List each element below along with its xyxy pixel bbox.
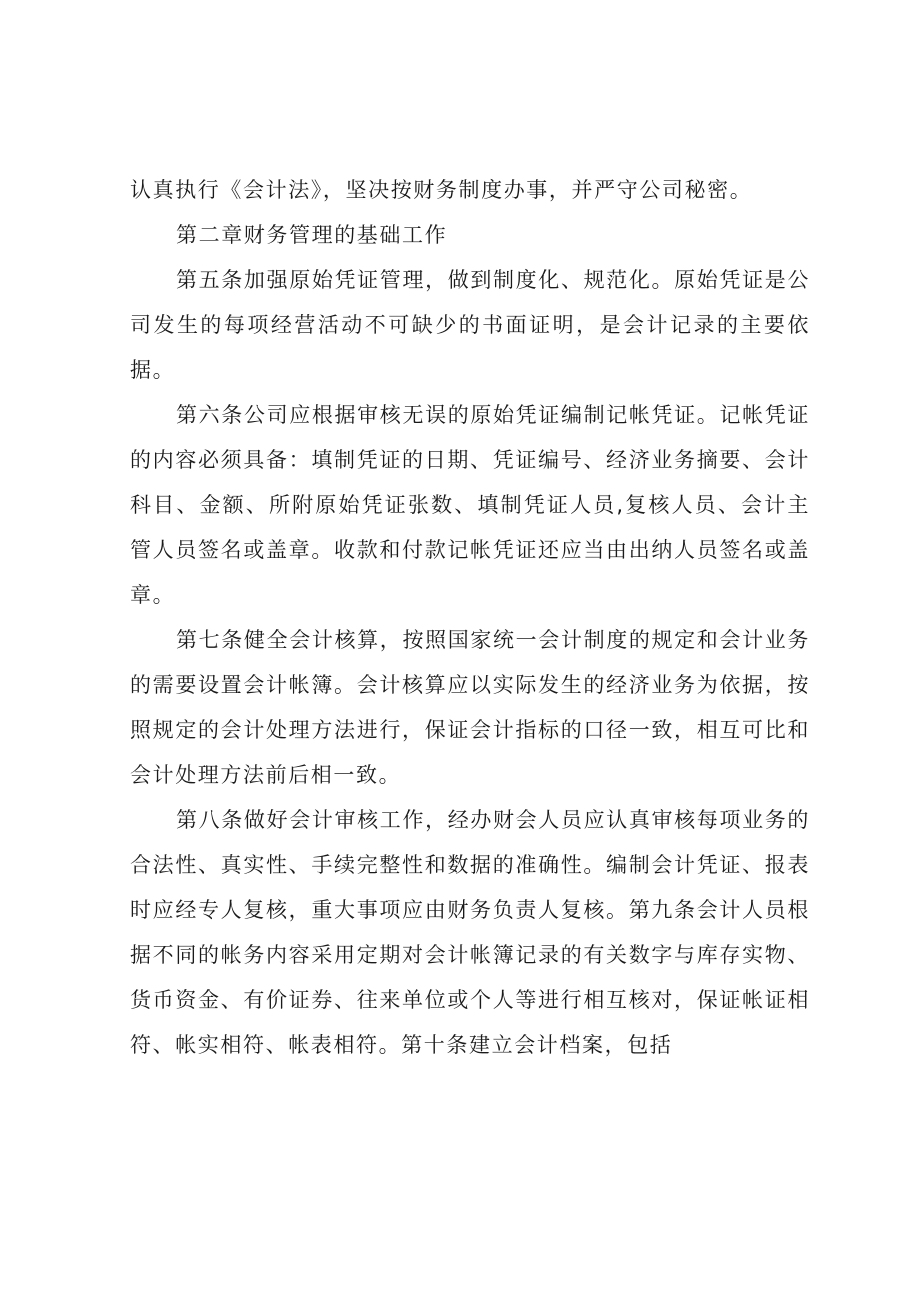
chapter-heading: 第二章财务管理的基础工作 — [176, 223, 448, 247]
article-5: 第五条加强原始凭证管理，做到制度化、规范化。原始凭证是公司发生的每项经营活动不可缺少的书面证明，是会计记录的主要依据。 — [130, 268, 810, 382]
document-body — [130, 168, 810, 1068]
article-7: 第七条健全会计核算，按照国家统一会计制度的规定和会计业务的需要设置会计帐簿。会计核算应以实际发生的经济业务为依据，按照规定的会计处理方法进行，保证会计指标的口径一致，相互可比和会计处理方法前后相一致。 — [130, 628, 810, 787]
article-8: 第八条做好会计审核工作，经办财会人员应认真审核每项业务的合法性、真实性、手续完整性和数据的准确性。编制会计凭证、报表时应经专人复核，重大事项应由财务负责人复核。第九条会计人员根据不同的帐务内容采用定期对会计帐簿记录的有关数字与库存实物、货币资金、有价证券、往来单位或个人等进行相互核对，保证帐证相符、帐实相符、帐表相符。第十条建立会计档案，包括 — [130, 808, 810, 1057]
article-6: 第六条公司应根据审核无误的原始凭证编制记帐凭证。记帐凭证的内容必须具备：填制凭证的日期、凭证编号、经济业务摘要、会计科目、金额、所附原始凭证张数、填制凭证人员,复核人员、会计主管人员签名或盖章。收款和付款记帐凭证还应当由出纳人员签名或盖章。 — [130, 403, 810, 607]
paragraph-continuation: 认真执行《会计法》，坚决按财务制度办事，并严守公司秘密。 — [130, 178, 753, 202]
